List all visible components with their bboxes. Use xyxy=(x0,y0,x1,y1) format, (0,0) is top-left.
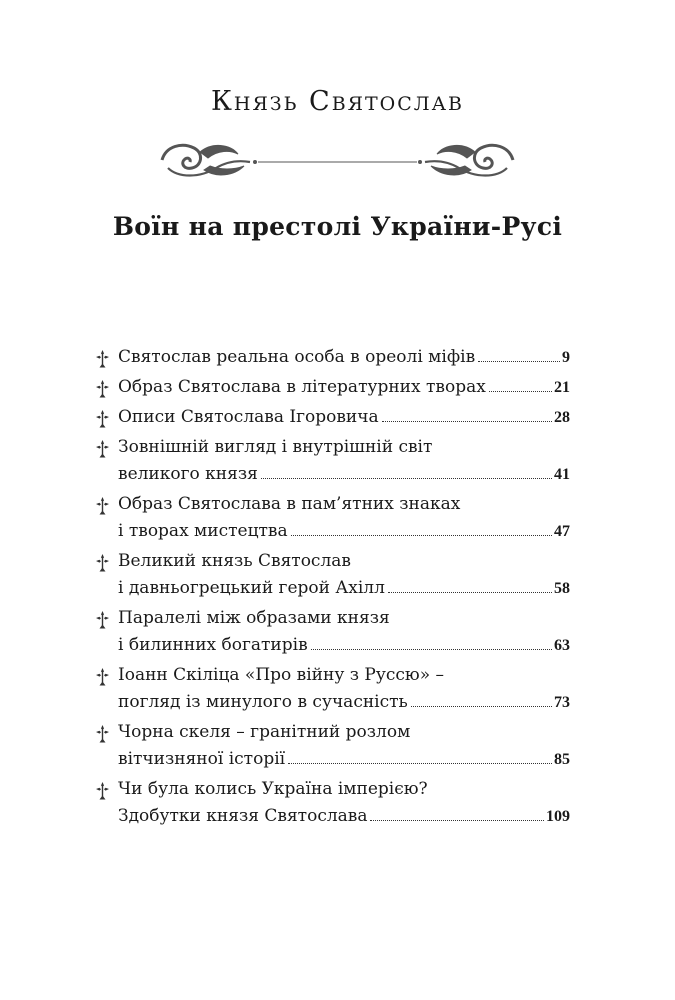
toc-entry xyxy=(96,719,570,773)
toc-page-number: 73 xyxy=(554,694,570,711)
toc-page-number: 9 xyxy=(562,349,570,366)
toc-entry-title: Образ Святослава в пам’ятних знаках xyxy=(118,494,461,514)
fleur-cross-icon xyxy=(96,554,109,572)
toc-entry-title: і билинних богатирів xyxy=(118,635,308,655)
toc-entry-line xyxy=(118,491,570,518)
toc-entry xyxy=(96,548,570,602)
toc-page-number: 58 xyxy=(554,580,570,597)
fleur-cross-icon xyxy=(96,497,109,515)
fleur-cross-icon xyxy=(96,668,109,686)
dot-leader xyxy=(489,391,552,392)
toc-page-number: 28 xyxy=(554,409,570,426)
toc-entry-line xyxy=(118,374,570,401)
toc-entry-title: Описи Святослава Ігоровича xyxy=(118,407,379,427)
fleur-cross-icon xyxy=(96,410,109,428)
left-scroll-ornament xyxy=(162,145,257,175)
toc-entry-line xyxy=(118,404,570,431)
toc-entry xyxy=(96,434,570,488)
toc-entry-line xyxy=(118,575,570,602)
dot-leader xyxy=(288,763,552,764)
toc-entry-title: Іоанн Скіліца «Про війну з Руссю» – xyxy=(118,665,445,685)
toc-entry-line xyxy=(118,461,570,488)
ornament-divider xyxy=(160,138,515,182)
toc-entry-title: і давньогрецький герой Ахілл xyxy=(118,578,385,598)
toc-entry-title: і творах мистецтва xyxy=(118,521,288,541)
toc-entry-title: Чорна скеля – гранітний розлом xyxy=(118,722,411,742)
book-title: Князь Святослав xyxy=(211,86,464,117)
toc-page-number: 85 xyxy=(554,751,570,768)
toc-entry-title: Здобутки князя Святослава xyxy=(118,806,368,826)
toc-entry-title: Зовнішній вигляд і внутрішній світ xyxy=(118,437,433,457)
toc-entry-line xyxy=(118,662,570,689)
toc-entry xyxy=(96,344,570,371)
toc-entry-title: Образ Святослава в літературних творах xyxy=(118,377,486,397)
toc-entry-title: Великий князь Святослав xyxy=(118,551,351,571)
toc-entry-title: вітчизняної історії xyxy=(118,749,286,769)
toc-entry-line xyxy=(118,719,570,746)
toc-entry-title: погляд із минулого в сучасність xyxy=(118,692,408,712)
dot-leader xyxy=(291,535,552,536)
toc-entry-line xyxy=(118,689,570,716)
toc-entry-title: Святослав реальна особа в ореолі міфів xyxy=(118,347,476,367)
toc-page-number: 109 xyxy=(546,808,570,825)
dot-leader xyxy=(411,706,552,707)
toc-entry-line xyxy=(118,518,570,545)
fleur-cross-icon xyxy=(96,782,109,800)
toc-entry-line xyxy=(118,776,570,803)
toc-entry-line xyxy=(118,434,570,461)
toc-entry-line xyxy=(118,803,570,830)
toc-entry xyxy=(96,605,570,659)
toc-entry-line xyxy=(118,632,570,659)
fleur-cross-icon xyxy=(96,440,109,458)
toc-page-number: 63 xyxy=(554,637,570,654)
toc-entry-title: Паралелі між образами князя xyxy=(118,608,390,628)
toc-entry xyxy=(96,662,570,716)
right-scroll-ornament xyxy=(418,145,513,175)
book-subtitle: Воїн на престолі України-Русі xyxy=(112,212,563,241)
table-of-contents xyxy=(96,344,570,833)
dot-leader xyxy=(311,649,552,650)
fleur-cross-icon xyxy=(96,725,109,743)
toc-entry xyxy=(96,491,570,545)
toc-entry-line xyxy=(118,344,570,371)
toc-page-number: 47 xyxy=(554,523,570,540)
toc-entry-line xyxy=(118,746,570,773)
fleur-cross-icon xyxy=(96,380,109,398)
dot-leader xyxy=(370,820,544,821)
toc-entry-line xyxy=(118,548,570,575)
toc-page-number: 41 xyxy=(554,466,570,483)
toc-entry xyxy=(96,776,570,830)
toc-page-number: 21 xyxy=(554,379,570,396)
dot-leader xyxy=(388,592,552,593)
toc-entry xyxy=(96,404,570,431)
fleur-cross-icon xyxy=(96,350,109,368)
dot-leader xyxy=(478,361,560,362)
toc-entry-line xyxy=(118,605,570,632)
dot-leader xyxy=(261,478,552,479)
toc-entry-title: Чи була колись Україна імперією? xyxy=(118,779,428,799)
toc-entry-title: великого князя xyxy=(118,464,258,484)
toc-entry xyxy=(96,374,570,401)
fleur-cross-icon xyxy=(96,611,109,629)
dot-leader xyxy=(382,421,552,422)
